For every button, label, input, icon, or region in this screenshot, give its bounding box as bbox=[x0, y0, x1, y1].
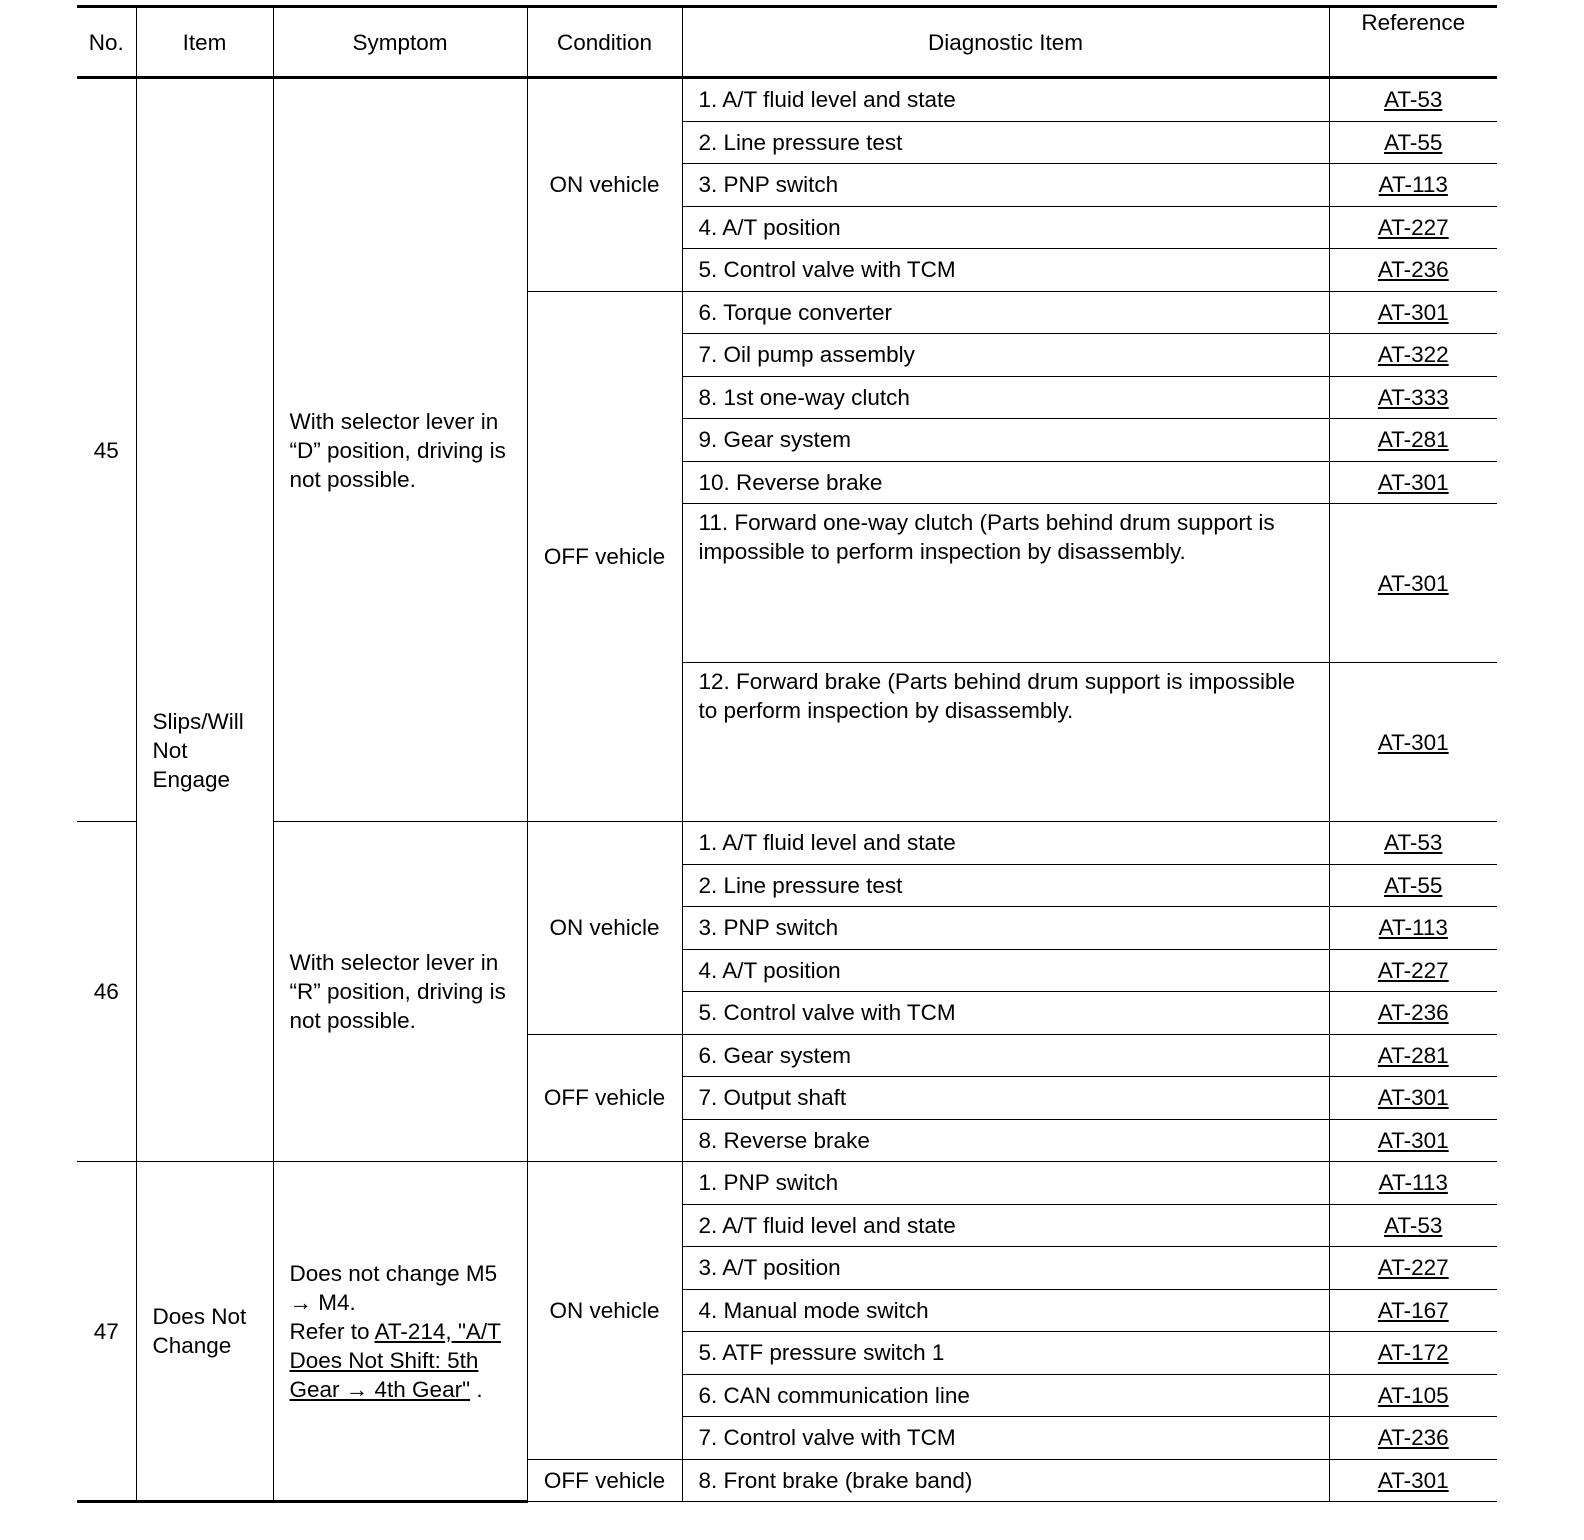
condition-on-vehicle: ON vehicle bbox=[527, 78, 682, 292]
diagnostic-item: 10. Reverse brake bbox=[682, 461, 1329, 504]
reference-link[interactable]: AT-301 bbox=[1377, 469, 1449, 495]
symptom-46: With selector lever in “R” position, driving is not possible. bbox=[273, 822, 527, 1162]
reference-cell bbox=[1329, 864, 1497, 907]
header-symptom: Symptom bbox=[273, 7, 527, 78]
reference-link[interactable]: AT-227 bbox=[1377, 1255, 1449, 1281]
reference-cell bbox=[1329, 334, 1497, 377]
symptom-45: With selector lever in “D” position, driving is not possible. bbox=[273, 78, 527, 822]
diagnostic-item: 1. A/T fluid level and state bbox=[682, 78, 1329, 122]
reference-cell bbox=[1329, 291, 1497, 334]
diagnostic-item: 4. A/T position bbox=[682, 206, 1329, 249]
header-condition: Condition bbox=[527, 7, 682, 78]
diagnostic-item: 9. Gear system bbox=[682, 419, 1329, 462]
reference-cell bbox=[1329, 1459, 1497, 1502]
diagnostic-item: 6. Torque converter bbox=[682, 291, 1329, 334]
diagnostic-item: 8. 1st one-way clutch bbox=[682, 376, 1329, 419]
row-number-45: 45 bbox=[77, 78, 136, 822]
header-no: No. bbox=[77, 7, 136, 78]
diagnostic-item: 4. A/T position bbox=[682, 949, 1329, 992]
condition-off-vehicle: OFF vehicle bbox=[527, 1459, 682, 1502]
reference-link[interactable]: AT-53 bbox=[1384, 1212, 1443, 1238]
reference-link[interactable]: AT-281 bbox=[1377, 1042, 1449, 1068]
header-diagnostic-item: Diagnostic Item bbox=[682, 7, 1329, 78]
reference-cell bbox=[1329, 121, 1497, 164]
item-slips-will-not-engage: Slips/Will Not Engage bbox=[136, 78, 273, 1162]
reference-link[interactable]: AT-55 bbox=[1384, 872, 1443, 898]
diagnostic-item: 2. Line pressure test bbox=[682, 864, 1329, 907]
table-row bbox=[77, 822, 1497, 865]
reference-cell bbox=[1329, 461, 1497, 504]
reference-link[interactable]: AT-301 bbox=[1377, 1467, 1449, 1493]
reference-cell bbox=[1329, 1204, 1497, 1247]
reference-link[interactable]: AT-113 bbox=[1378, 1170, 1448, 1196]
diagnostic-item: 11. Forward one-way clutch (Parts behind drum support is impossible to perform inspection by disassembly. bbox=[682, 504, 1329, 663]
reference-cell bbox=[1329, 1034, 1497, 1077]
condition-on-vehicle: ON vehicle bbox=[527, 822, 682, 1035]
reference-link[interactable]: AT-105 bbox=[1377, 1382, 1449, 1408]
symptom-47-refer: Refer to bbox=[289, 1318, 370, 1344]
header-row bbox=[77, 7, 1497, 78]
diagnostic-item: 3. A/T position bbox=[682, 1247, 1329, 1290]
reference-cell bbox=[1329, 1289, 1497, 1332]
reference-cell bbox=[1329, 1162, 1497, 1205]
symptom-47-link[interactable]: AT-214, "A/T Does Not Shift: 5th Gear → 4th Gear" bbox=[289, 1318, 501, 1402]
reference-link[interactable]: AT-333 bbox=[1377, 384, 1449, 410]
diagnostic-item: 3. PNP switch bbox=[682, 164, 1329, 207]
reference-cell bbox=[1329, 1374, 1497, 1417]
diagnostic-item: 2. Line pressure test bbox=[682, 121, 1329, 164]
diagnostic-item: 3. PNP switch bbox=[682, 907, 1329, 950]
reference-cell bbox=[1329, 206, 1497, 249]
reference-link[interactable]: AT-236 bbox=[1377, 1000, 1449, 1026]
diagnostic-item: 12. Forward brake (Parts behind drum support is impossible to perform inspection by disassembly. bbox=[682, 663, 1329, 822]
reference-cell bbox=[1329, 663, 1497, 822]
diagnostic-item: 2. A/T fluid level and state bbox=[682, 1204, 1329, 1247]
reference-link[interactable]: AT-301 bbox=[1377, 570, 1449, 596]
diagnostic-item: 5. ATF pressure switch 1 bbox=[682, 1332, 1329, 1375]
reference-link[interactable]: AT-167 bbox=[1377, 1297, 1449, 1323]
condition-off-vehicle: OFF vehicle bbox=[527, 1034, 682, 1162]
row-number-47: 47 bbox=[77, 1162, 136, 1502]
diagnostic-item: 8. Reverse brake bbox=[682, 1119, 1329, 1162]
reference-link[interactable]: AT-301 bbox=[1377, 1085, 1449, 1111]
reference-link[interactable]: AT-322 bbox=[1377, 342, 1449, 368]
diagnostic-item: 6. CAN communication line bbox=[682, 1374, 1329, 1417]
reference-link[interactable]: AT-55 bbox=[1384, 129, 1443, 155]
symptom-47 bbox=[273, 1162, 527, 1502]
condition-on-vehicle: ON vehicle bbox=[527, 1162, 682, 1460]
reference-cell bbox=[1329, 907, 1497, 950]
reference-cell bbox=[1329, 419, 1497, 462]
diagnostic-item: 8. Front brake (brake band) bbox=[682, 1459, 1329, 1502]
reference-cell bbox=[1329, 1417, 1497, 1460]
reference-cell bbox=[1329, 376, 1497, 419]
reference-link[interactable]: AT-301 bbox=[1377, 1127, 1449, 1153]
diagnostic-table bbox=[77, 5, 1497, 1503]
diagnostic-item: 7. Output shaft bbox=[682, 1077, 1329, 1120]
diagnostic-item: 1. PNP switch bbox=[682, 1162, 1329, 1205]
diagnostic-item: 1. A/T fluid level and state bbox=[682, 822, 1329, 865]
diagnostic-item: 7. Control valve with TCM bbox=[682, 1417, 1329, 1460]
symptom-47-end: . bbox=[476, 1376, 483, 1402]
reference-link[interactable]: AT-113 bbox=[1378, 172, 1448, 198]
reference-cell bbox=[1329, 164, 1497, 207]
condition-off-vehicle: OFF vehicle bbox=[527, 291, 682, 822]
reference-link[interactable]: AT-53 bbox=[1384, 830, 1443, 856]
diagnostic-item: 4. Manual mode switch bbox=[682, 1289, 1329, 1332]
item-does-not-change: Does Not Change bbox=[136, 1162, 273, 1502]
reference-link[interactable]: AT-172 bbox=[1377, 1340, 1449, 1366]
reference-cell bbox=[1329, 1332, 1497, 1375]
reference-cell bbox=[1329, 1247, 1497, 1290]
diagnostic-item: 5. Control valve with TCM bbox=[682, 249, 1329, 292]
reference-link[interactable]: AT-227 bbox=[1377, 957, 1449, 983]
reference-cell bbox=[1329, 992, 1497, 1035]
reference-link[interactable]: AT-53 bbox=[1384, 87, 1443, 113]
reference-link[interactable]: AT-301 bbox=[1377, 299, 1449, 325]
reference-cell bbox=[1329, 949, 1497, 992]
symptom-47-text: Does not change M5 → M4. bbox=[289, 1260, 498, 1315]
table-row bbox=[77, 78, 1497, 122]
reference-link[interactable]: AT-236 bbox=[1377, 257, 1449, 283]
reference-cell bbox=[1329, 249, 1497, 292]
reference-cell bbox=[1329, 78, 1497, 122]
diagnostic-item: 6. Gear system bbox=[682, 1034, 1329, 1077]
reference-link[interactable]: AT-236 bbox=[1377, 1425, 1449, 1451]
reference-link[interactable]: AT-113 bbox=[1378, 915, 1448, 941]
row-number-46: 46 bbox=[77, 822, 136, 1162]
reference-link[interactable]: AT-301 bbox=[1377, 729, 1449, 755]
table-row bbox=[77, 1162, 1497, 1205]
reference-link[interactable]: AT-281 bbox=[1377, 427, 1449, 453]
reference-cell bbox=[1329, 1077, 1497, 1120]
header-reference: Reference bbox=[1329, 7, 1497, 78]
reference-link[interactable]: AT-227 bbox=[1377, 214, 1449, 240]
diagnostic-item: 5. Control valve with TCM bbox=[682, 992, 1329, 1035]
reference-cell bbox=[1329, 822, 1497, 865]
header-item: Item bbox=[136, 7, 273, 78]
reference-cell bbox=[1329, 504, 1497, 663]
diagnostic-item: 7. Oil pump assembly bbox=[682, 334, 1329, 377]
reference-cell bbox=[1329, 1119, 1497, 1162]
